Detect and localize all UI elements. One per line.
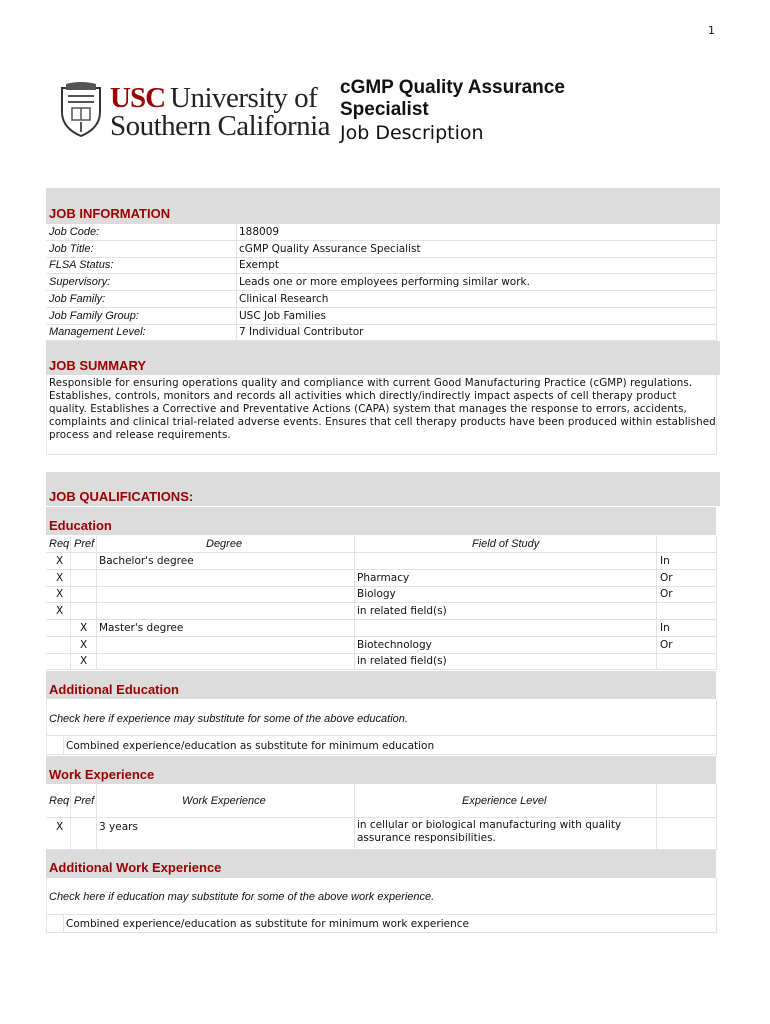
job-info-row bbox=[46, 291, 716, 308]
education-conjunction: Or bbox=[660, 571, 673, 584]
education-row bbox=[46, 653, 716, 670]
work-header-level: Experience Level bbox=[462, 795, 547, 807]
education-conjunction: Or bbox=[660, 588, 673, 601]
page-number: 1 bbox=[708, 24, 715, 37]
education-row bbox=[46, 586, 716, 603]
education-field: in related field(s) bbox=[357, 605, 447, 618]
education-row bbox=[46, 603, 716, 620]
job-info-label: Job Family Group: bbox=[49, 309, 139, 322]
education-req: X bbox=[56, 605, 64, 618]
job-info-label: Job Title: bbox=[49, 242, 94, 255]
education-row bbox=[46, 637, 716, 654]
job-info-value: Leads one or more employees performing similar work. bbox=[239, 276, 530, 289]
additional-work-experience-header bbox=[46, 850, 716, 878]
work-row-req: X bbox=[56, 821, 64, 833]
work-row-level: in cellular or biological manufacturing with quality assurance responsibilities. bbox=[357, 819, 622, 844]
job-summary-header bbox=[46, 341, 720, 375]
job-info-label: FLSA Status: bbox=[49, 259, 114, 272]
edu-header-req: Req bbox=[49, 538, 70, 550]
education-pref: X bbox=[80, 621, 88, 634]
job-info-row bbox=[46, 308, 716, 325]
job-summary-heading: JOB SUMMARY bbox=[49, 358, 147, 373]
education-conjunction: Or bbox=[660, 638, 673, 651]
job-info-label: Management Level: bbox=[49, 326, 146, 339]
additional-education-heading: Additional Education bbox=[49, 682, 179, 697]
additional-education-header bbox=[46, 671, 716, 699]
work-experience-header bbox=[46, 756, 716, 784]
job-info-label: Job Family: bbox=[49, 292, 106, 305]
education-req: X bbox=[56, 588, 64, 601]
logo-southern-california-text: Southern California bbox=[110, 110, 331, 142]
edu-header-pref: Pref bbox=[74, 538, 95, 550]
additional-work-experience-note: Check here if education may substitute for some of the above work experience. bbox=[49, 891, 435, 903]
job-info-row bbox=[46, 257, 716, 274]
document-title: cGMP Quality Assurance Specialist bbox=[340, 77, 565, 120]
job-info-value: USC Job Families bbox=[239, 309, 326, 322]
job-info-row bbox=[46, 241, 716, 258]
education-heading: Education bbox=[49, 518, 112, 533]
job-qualifications-header bbox=[46, 472, 720, 506]
additional-work-experience-option: Combined experience/education as substitute for minimum work experience bbox=[66, 918, 469, 930]
job-info-value: Exempt bbox=[239, 259, 279, 272]
education-conjunction: In bbox=[660, 555, 670, 567]
logo-university-text: University of bbox=[170, 82, 318, 114]
job-info-value: cGMP Quality Assurance Specialist bbox=[239, 242, 421, 255]
education-field: in related field(s) bbox=[357, 655, 447, 668]
education-row bbox=[46, 620, 716, 637]
edu-header-degree: Degree bbox=[206, 538, 243, 550]
education-header bbox=[46, 507, 716, 535]
work-header-req: Req bbox=[49, 795, 70, 807]
job-information-heading: JOB INFORMATION bbox=[49, 206, 171, 221]
education-req: X bbox=[56, 571, 64, 584]
logo-usc-text: USC bbox=[110, 82, 166, 114]
additional-work-experience-heading: Additional Work Experience bbox=[49, 860, 222, 875]
education-pref: X bbox=[80, 655, 88, 668]
education-degree: Bachelor's degree bbox=[99, 555, 194, 567]
education-field: Biology bbox=[357, 588, 396, 601]
job-qualifications-heading: JOB QUALIFICATIONS: bbox=[49, 489, 194, 504]
work-header-experience: Work Experience bbox=[182, 795, 266, 807]
education-degree: Master's degree bbox=[99, 621, 184, 634]
job-summary-text: Responsible for ensuring operations quality and compliance with current Good Manufacturing Practice (cGMP) regulations. Establishes, controls, monitors and records all activities which directly/indirectly impact aspects of cell therapy product quality. Establishes a Corrective and Preventative Actions (CAPA) system that manages the response to errors, accidents, complaints and clinical trial-related adverse events. Ensures that cell therapy products have been produced within established process and release requirements. bbox=[49, 377, 716, 441]
additional-education-note: Check here if experience may substitute for some of the above education. bbox=[49, 713, 408, 725]
job-info-row bbox=[46, 274, 716, 291]
job-info-label: Supervisory: bbox=[49, 276, 111, 289]
additional-education-option: Combined experience/education as substitute for minimum education bbox=[66, 740, 435, 752]
education-row bbox=[46, 553, 716, 570]
education-field: Biotechnology bbox=[357, 638, 432, 651]
edu-header-field: Field of Study bbox=[472, 538, 540, 550]
job-info-value: Clinical Research bbox=[239, 292, 329, 305]
job-info-row bbox=[46, 224, 716, 241]
document-subtitle: Job Description bbox=[340, 122, 484, 144]
job-info-label: Job Code: bbox=[49, 226, 100, 238]
education-row bbox=[46, 570, 716, 587]
work-row-experience: 3 years bbox=[99, 821, 138, 833]
job-info-value: 188009 bbox=[239, 226, 280, 238]
job-information-header bbox=[46, 188, 720, 224]
work-header-pref: Pref bbox=[74, 795, 95, 807]
job-info-value: 7 Individual Contributor bbox=[239, 326, 364, 339]
education-req: X bbox=[56, 555, 64, 567]
usc-logo bbox=[58, 82, 331, 142]
work-experience-heading: Work Experience bbox=[49, 767, 155, 782]
education-conjunction: In bbox=[660, 621, 670, 634]
education-pref: X bbox=[80, 638, 88, 651]
usc-seal-icon bbox=[58, 82, 104, 138]
education-field: Pharmacy bbox=[357, 571, 410, 584]
job-info-row bbox=[46, 324, 716, 341]
